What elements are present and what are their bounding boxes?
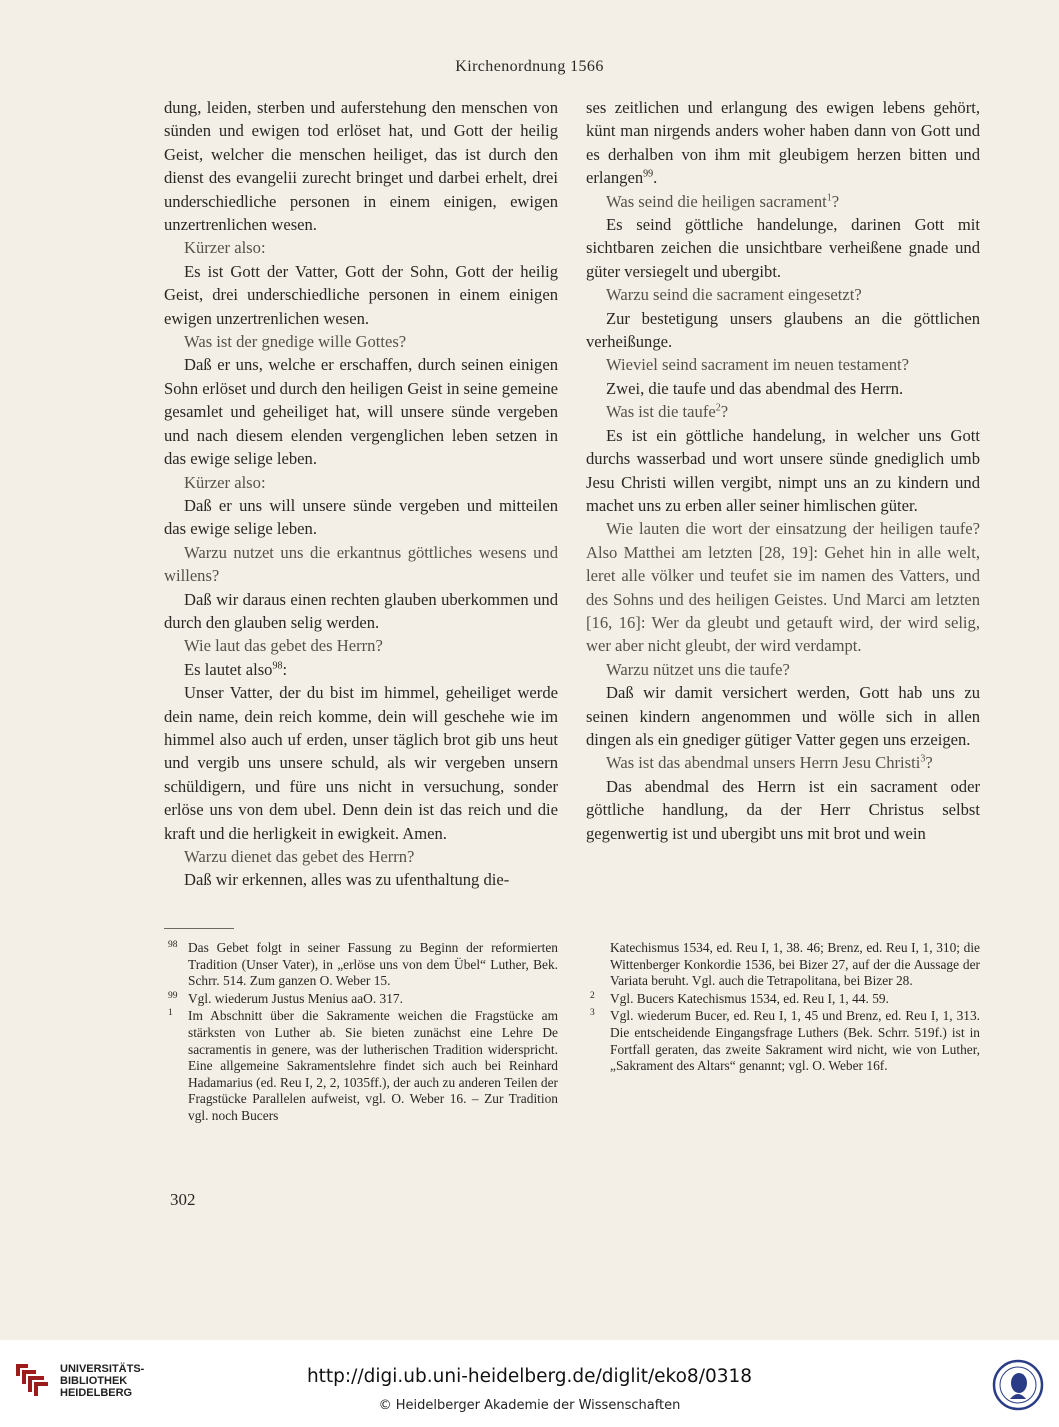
footnote-marker[interactable]: 1	[826, 192, 832, 204]
paragraph	[586, 213, 980, 283]
paragraph-suffix: ?	[831, 191, 840, 211]
institution-line: UNIVERSITÄTS-	[60, 1363, 145, 1375]
paragraph-text: Zur bestetigung unsers glaubens an die göttlichen verheißunge.	[586, 308, 980, 352]
paragraph-text: Warzu nutzet uns die erkantnus göttliches wesens und willens?	[164, 542, 558, 586]
footnote-marker[interactable]: 99	[643, 168, 654, 180]
paragraph-text: Warzu dienet das gebet des Herrn?	[184, 847, 415, 866]
catechism-question	[586, 751, 980, 774]
footnote	[164, 1008, 558, 1124]
paragraph	[586, 681, 980, 751]
footnote	[586, 1008, 980, 1074]
catechism-question	[586, 517, 980, 657]
catechism-question	[164, 541, 558, 588]
page-number: 302	[170, 1190, 196, 1209]
paragraph	[164, 260, 558, 330]
document-url-link[interactable]: http://digi.ub.uni-heidelberg.de/diglit/eko8/0318	[306, 1366, 753, 1387]
paragraph-text: ses zeitlichen und erlangung des ewigen lebens gehört, künt man nirgends anders woher haben dann von Gott und es derhalben von ihm mit gleubigem herzen bitten und erlangen	[586, 98, 980, 188]
paragraph-suffix: :	[282, 659, 288, 679]
catechism-question	[164, 845, 558, 868]
catechism-question	[164, 634, 558, 657]
paragraph	[586, 96, 980, 190]
paragraph-text: Es ist ein göttliche handelung, in welcher uns Gott durchs wasserbad und wort unsere sünde gnediglich umb Jesu Christi willen vergibt, nimpt uns an zu kindern und machet uns zu erben aller seiner himlischen güter.	[586, 425, 980, 515]
running-title: Kirchenordnung 1566	[455, 58, 604, 75]
catechism-question	[586, 190, 980, 213]
paragraph-text: Warzu seind die sacrament eingesetzt?	[606, 285, 862, 305]
paragraph	[164, 868, 558, 891]
paragraph-text: Was ist das abendmal unsers Herrn Jesu Christi	[606, 753, 921, 773]
footnote-marker[interactable]: 3	[920, 753, 926, 765]
university-seal-icon	[992, 1359, 1044, 1411]
paragraph	[586, 424, 980, 518]
paragraph	[164, 588, 558, 635]
catechism-question	[586, 400, 980, 423]
paragraph-text: Es lautet also	[184, 659, 273, 679]
footnote-text: Vgl. wiederum Bucer, ed. Reu I, 1, 45 und Brenz, ed. Reu I, 1, 313. Die entscheidende Eingangsfrage Luthers (Bek. Schrr. 519f.) ist in Fortfall geraten, das zweite Sakrament wird nicht, wie von Luther, „Sakrament des Altars“ genannt; vgl. O. Weber 16f.	[610, 1008, 980, 1074]
paragraph-text: Zwei, die taufe und das abendmal des Herrn.	[606, 378, 904, 398]
paragraph-suffix: ?	[925, 753, 933, 773]
paragraph	[164, 96, 558, 236]
paragraph	[164, 658, 558, 681]
copyright-notice: © Heidelberger Akademie der Wissenschaften	[378, 1398, 681, 1413]
paragraph-text: Unser Vatter, der du bist im himmel, geheiliget werde dein name, dein reich komme, dein will geschehe wie im himmel also auch uf erden, unser täglich brot gib uns heut und vergib uns unsere schuld, als wir vergeben unsern schüldigern, und füre uns nicht in versuchung, sonder erlöse uns von dem ubel. Denn dein ist das reich und die kraft und die herligkeit in ewigkeit. Amen.	[164, 683, 558, 843]
paragraph	[586, 377, 980, 400]
catechism-question	[164, 236, 558, 259]
footnote-divider	[164, 928, 234, 929]
paragraph-text: Es seind göttliche handelunge, darinen Gott mit sichtbaren zeichen die unsichtbare verheißene gnade und güter versiegelt und ubergibt.	[586, 215, 980, 281]
paragraph-suffix: ?	[720, 402, 729, 422]
footnotes-left	[164, 940, 558, 1126]
paragraph-text: Daß wir daraus einen rechten glauben uberkommen und durch den glauben selig werden.	[164, 589, 558, 632]
footnote-text: Vgl. wiederum Justus Menius aaO. 317.	[188, 990, 403, 1006]
footnote-text: Vgl. Bucers Katechismus 1534, ed. Reu I, 1, 44. 59.	[610, 990, 889, 1006]
catechism-question	[586, 353, 980, 376]
paragraph	[586, 307, 980, 354]
catechism-question	[586, 658, 980, 681]
footnote-number: 98	[168, 940, 178, 950]
paragraph-text: Kürzer also:	[184, 238, 266, 258]
paragraph-text: Es ist Gott der Vatter, Gott der Sohn, Gott der heilig Geist, drei underschiedliche personen in einem einigen ewigen unzertrenlichen wesen.	[164, 261, 558, 328]
footnote-text: Katechismus 1534, ed. Reu I, 1, 38. 46; Brenz, ed. Reu I, 1, 310; die Wittenberger Konkordie 1536, bei Bizer 27, auf der die Aussage der Variata beruht. Vgl. auch die Tetrapolitana, bei Bizer 28.	[610, 940, 980, 989]
footnote	[586, 940, 980, 990]
paragraph-text: Das abendmal des Herrn ist ein sacrament oder göttliche handlung, da der Herr Christus selbst gegenwertig ist und ubergibt uns mit brot und wein	[586, 776, 980, 843]
paragraph-text: Daß wir erkennen, alles was zu ufenthaltung die-	[184, 870, 510, 890]
paragraph-text: Was seind die heiligen sacrament	[606, 191, 827, 211]
footnote-number: 99	[168, 990, 178, 1001]
footnotes-right	[586, 940, 980, 1076]
paragraph	[164, 681, 558, 845]
footnote	[586, 991, 980, 1008]
footnote-text: Das Gebet folgt in seiner Fassung zu Beginn der reformierten Tradition (Unser Vater), in „erlöse uns von dem Übel“ Luther, Bek. Schrr. 514. Zum ganzen O. Weber 15.	[188, 940, 558, 989]
paragraph-text: Warzu nützet uns die taufe?	[606, 659, 790, 679]
paragraph-text: dung, leiden, sterben und auferstehung den menschen von sünden und ewigen tod erlöset hat, und Gott der heilig Geist, welcher die menschen heiliget, das ist durch den dienst des evangelii zurecht bringet und darbei erhelt, drei underschiedliche personen in einem einigen, ewigen unzertrenlichen wesen.	[164, 98, 558, 235]
paragraph	[164, 353, 558, 470]
footnote-number: 1	[168, 1008, 173, 1019]
paragraph-text: Daß er uns will unsere sünde vergeben und mitteilen das ewige selige leben.	[164, 495, 558, 539]
paragraph-suffix: .	[653, 168, 658, 188]
footnote-number: 3	[590, 1008, 595, 1019]
paragraph-text: Daß wir damit versichert werden, Gott hab uns zu seinen kindern angenommen und wölle sich in allen dingen als ein gnediger gütiger Vatter gegen uns erzeigen.	[586, 683, 980, 749]
footnote	[164, 991, 558, 1008]
footnote-marker[interactable]: 98	[272, 660, 283, 672]
paragraph-text: Was ist die taufe	[606, 402, 716, 422]
footnote	[164, 940, 558, 990]
left-text-column	[164, 96, 558, 892]
catechism-question	[586, 283, 980, 306]
right-text-column	[586, 96, 980, 845]
paragraph-text: Wieviel seind sacrament im neuen testament?	[606, 355, 909, 375]
paragraph-text: Daß er uns, welche er erschaffen, durch seinen einigen Sohn erlöset und durch den heiligen Geist in seine gemeine gesamlet und geheiliget hat, will unsere sünde vergeben und nach diesem elenden vergenglichen leben setzen in das ewige selige leben.	[164, 355, 559, 469]
paragraph-text: Wie laut das gebet des Herrn?	[184, 636, 383, 656]
paragraph-text: Was ist der gnedige wille Gottes?	[184, 332, 407, 352]
catechism-question	[164, 330, 558, 353]
paragraph	[586, 775, 980, 845]
footnote-text: Im Abschnitt über die Sakramente weichen die Fragstücke am stärksten von Luther ab. Sie bieten zunächst eine Lehre De sacramentis in genere, was der lutherischen Tradition widerspricht. Eine allgemeine Sakramentslehre findet sich auch bei Reinhard Hadamarius (ed. Reu I, 2, 2, 1035ff.), der auch zu anderen Teilen der Fragstücke Parallelen aufweist, vgl. O. Weber 16. – Zur Tradition vgl. noch Bucers	[188, 1008, 558, 1123]
institution-line: BIBLIOTHEK	[60, 1375, 128, 1387]
footnote-marker[interactable]: 2	[715, 402, 721, 414]
catechism-question	[164, 471, 558, 494]
paragraph-text: Kürzer also:	[184, 472, 266, 492]
paragraph	[164, 494, 558, 541]
institution-line: HEIDELBERG	[60, 1387, 133, 1399]
footnote-number: 2	[590, 990, 595, 1001]
paragraph-text: Wie lauten die wort der einsatzung der heiligen taufe? Also Matthei am letzten [28, 19]: Gehet hin in alle welt, leret alle völker und teufet sie im namen des Vatters, und des Sohns und des heiligen Geistes. Und Marci am letzten [16, 16]: Wer da gleubt und getauft wird, der wird selig, wer aber nicht gleubt, der wird verdampt.	[586, 519, 980, 656]
